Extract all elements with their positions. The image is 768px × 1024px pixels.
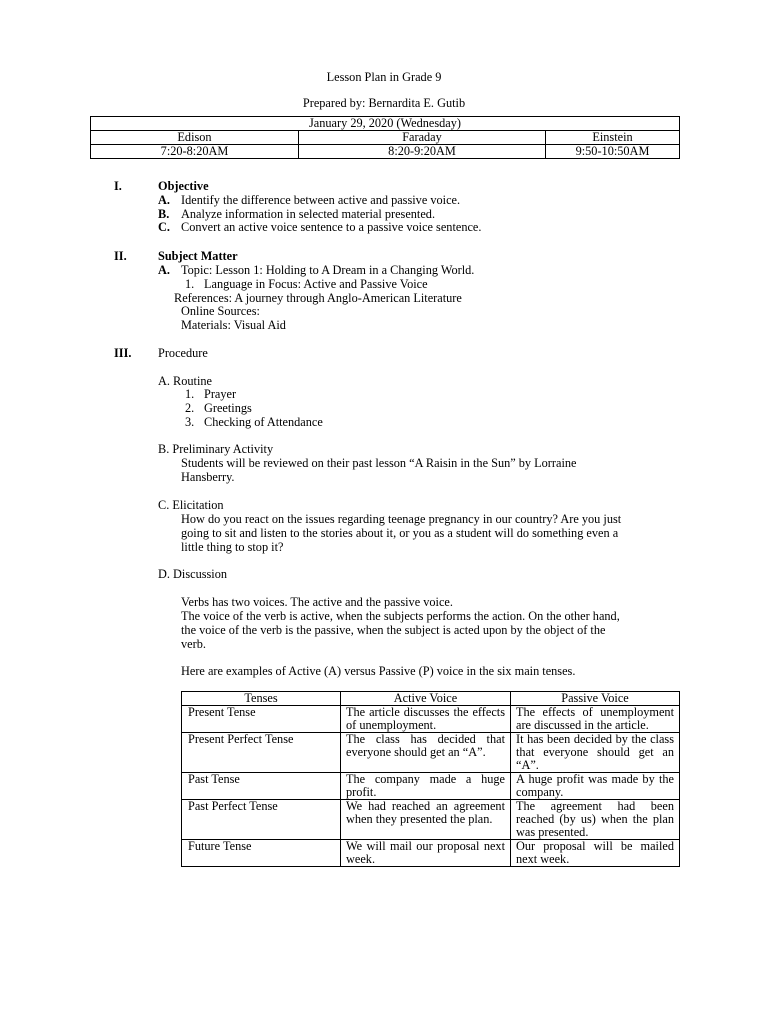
active-voice-cell: The class has decided that everyone should get an “A”.: [341, 733, 511, 773]
tense-cell: Future Tense: [182, 840, 341, 867]
language-focus: Language in Focus: Active and Passive Voice: [204, 277, 428, 291]
procedure-numeral: III.: [114, 346, 132, 360]
active-voice-cell: We will mail our proposal next week.: [341, 840, 511, 867]
section-einstein: Einstein: [546, 131, 680, 145]
table-row: [182, 840, 680, 867]
passive-voice-cell: The agreement had been reached (by us) when the plan was presented.: [511, 800, 680, 840]
document-title: Lesson Plan in Grade 9: [326, 70, 442, 84]
routine-number-3: 3.: [185, 415, 195, 429]
section-faraday: Faraday: [299, 131, 546, 145]
active-voice-cell: The article discusses the effects of unemployment.: [341, 706, 511, 733]
objective-letter-c: C.: [158, 220, 170, 234]
passive-voice-cell: Our proposal will be mailed next week.: [511, 840, 680, 867]
discussion-paragraph-3: Here are examples of Active (A) versus Passive (P) voice in the six main tenses.: [181, 664, 576, 678]
header-tenses: Tenses: [182, 692, 341, 706]
discussion-paragraph-2-line-3: verb.: [181, 637, 206, 651]
objective-item-c: Convert an active voice sentence to a passive voice sentence.: [181, 220, 482, 234]
tense-cell: Past Tense: [182, 773, 341, 800]
subject-matter-heading: Subject Matter: [158, 249, 238, 263]
preliminary-line-1: Students will be reviewed on their past lesson “A Raisin in the Sun” by Lorraine: [181, 456, 577, 470]
elicitation-line-2: going to sit and listen to the stories about it, or you as a student will do something even a: [181, 526, 619, 540]
table-row: [182, 800, 680, 840]
objective-item-a: Identify the difference between active and passive voice.: [181, 193, 461, 207]
routine-label: A. Routine: [158, 374, 212, 388]
active-voice-cell: The company made a huge profit.: [341, 773, 511, 800]
routine-number-2: 2.: [185, 401, 195, 415]
elicitation-line-1: How do you react on the issues regarding teenage pregnancy in our country? Are you just: [181, 512, 622, 526]
passive-voice-cell: A huge profit was made by the company.: [511, 773, 680, 800]
discussion-paragraph-2-line-2: the voice of the verb is the passive, when the subject is acted upon by the object of the: [181, 623, 606, 637]
objective-numeral: I.: [114, 179, 122, 193]
tense-cell: Past Perfect Tense: [182, 800, 341, 840]
table-row: [182, 773, 680, 800]
table-row: [182, 706, 680, 733]
schedule-sections-row: [91, 131, 680, 145]
topic-letter: A.: [158, 263, 170, 277]
tense-cell: Present Perfect Tense: [182, 733, 341, 773]
schedule-date: January 29, 2020 (Wednesday): [91, 117, 680, 131]
routine-item-attendance: Checking of Attendance: [204, 415, 323, 429]
procedure-heading: Procedure: [158, 346, 208, 360]
online-sources: Online Sources:: [181, 304, 260, 318]
discussion-paragraph-1: Verbs has two voices. The active and the passive voice.: [181, 595, 453, 609]
materials: Materials: Visual Aid: [181, 318, 286, 332]
header-active-voice: Active Voice: [341, 692, 511, 706]
preliminary-label: B. Preliminary Activity: [158, 442, 274, 456]
elicitation-label: C. Elicitation: [158, 498, 224, 512]
objective-letter-a: A.: [158, 193, 170, 207]
schedule-times-row: [91, 145, 680, 159]
prepared-by: Prepared by: Bernardita E. Gutib: [302, 96, 466, 110]
tenses-header-row: [182, 692, 680, 706]
objective-letter-b: B.: [158, 207, 170, 221]
focus-number: 1.: [185, 277, 195, 291]
preliminary-line-2: Hansberry.: [181, 470, 235, 484]
tense-cell: Present Tense: [182, 706, 341, 733]
objective-heading: Objective: [158, 179, 209, 193]
references: References: A journey through Anglo-American Literature: [174, 291, 462, 305]
time-einstein: 9:50-10:50AM: [546, 145, 680, 159]
passive-voice-cell: It has been decided by the class that everyone should get an “A”.: [511, 733, 680, 773]
discussion-label: D. Discussion: [158, 567, 228, 581]
table-row: [182, 733, 680, 773]
active-voice-cell: We had reached an agreement when they presented the plan.: [341, 800, 511, 840]
routine-number-1: 1.: [185, 387, 195, 401]
subject-matter-numeral: II.: [114, 249, 127, 263]
elicitation-line-3: little thing to stop it?: [181, 540, 284, 554]
objective-item-b: Analyze information in selected material presented.: [181, 207, 436, 221]
time-edison: 7:20-8:20AM: [91, 145, 299, 159]
section-edison: Edison: [91, 131, 299, 145]
topic: Topic: Lesson 1: Holding to A Dream in a Changing World.: [181, 263, 475, 277]
routine-item-prayer: Prayer: [204, 387, 237, 401]
passive-voice-cell: The effects of unemployment are discussed in the article.: [511, 706, 680, 733]
tenses-table: [181, 691, 680, 867]
routine-item-greetings: Greetings: [204, 401, 252, 415]
header-passive-voice: Passive Voice: [511, 692, 680, 706]
schedule-date-row: [91, 117, 680, 131]
schedule-table: [90, 116, 680, 159]
time-faraday: 8:20-9:20AM: [299, 145, 546, 159]
discussion-paragraph-2-line-1: The voice of the verb is active, when the subjects performs the action. On the other hand,: [181, 609, 620, 623]
